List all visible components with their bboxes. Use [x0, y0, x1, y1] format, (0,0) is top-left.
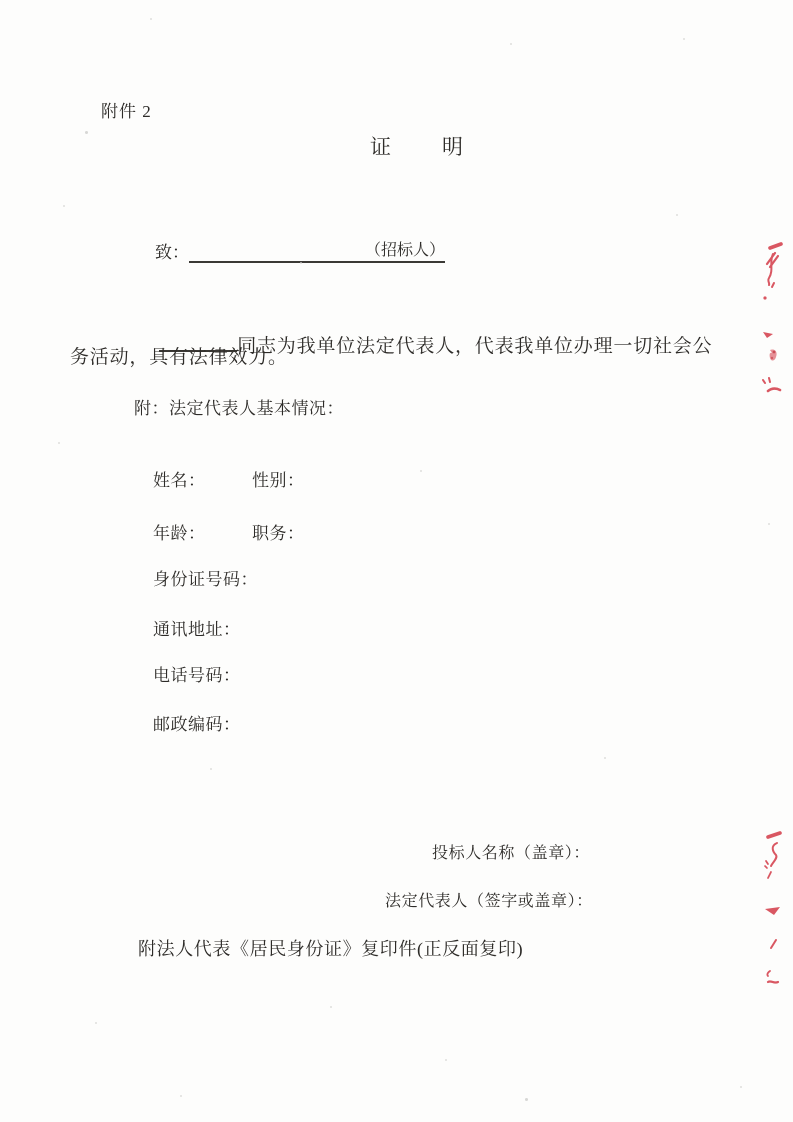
scan-speck — [95, 1022, 97, 1024]
field-label-age: 年龄： — [153, 524, 206, 543]
footer-note: 附法人代表《居民身份证》复印件(正反面复印) — [138, 939, 524, 959]
red-ink-artifact-top — [755, 240, 790, 400]
field-label-gender: 性别： — [252, 471, 305, 490]
scan-speck — [768, 523, 770, 525]
scan-speck — [300, 262, 302, 264]
scan-speck — [150, 18, 152, 20]
scan-speck — [740, 1086, 742, 1088]
scan-speck — [63, 205, 65, 207]
salutation-prefix: 致： — [155, 243, 189, 262]
legal-rep-signature-line: 法定代表人（签字或盖章）： — [385, 893, 593, 910]
scan-speck — [180, 1095, 182, 1097]
scan-speck — [525, 1098, 528, 1101]
field-label-name: 姓名： — [153, 471, 206, 490]
red-ink-artifact-bottom — [755, 828, 790, 988]
attachment-label: 附件 2 — [101, 102, 152, 121]
scan-speck — [676, 214, 678, 216]
paragraph-text-1: 同志为我单位法定代表人，代表我单位办理一切社会公 — [237, 336, 713, 357]
body-paragraph-line-2: 务活动，具有法律效力。 — [70, 347, 288, 368]
field-label-phone: 电话号码： — [153, 666, 241, 685]
scan-speck — [58, 442, 60, 444]
field-label-address: 通讯地址： — [153, 620, 241, 639]
attachment-note: 附：法定代表人基本情况： — [134, 399, 344, 418]
scan-speck — [85, 131, 88, 134]
document-title: 证 明 — [370, 135, 466, 159]
info-row-postal-code — [134, 690, 241, 755]
field-label-position: 职务： — [252, 524, 305, 543]
recipient-label: （招标人） — [364, 242, 445, 259]
scan-speck — [420, 470, 422, 472]
scan-speck — [510, 43, 512, 45]
scan-speck — [210, 768, 212, 770]
salutation-line — [138, 217, 445, 283]
salutation-underline — [189, 237, 445, 263]
scan-speck — [445, 1059, 447, 1061]
scan-speck — [604, 757, 606, 759]
field-label-postal-code: 邮政编码： — [153, 715, 241, 734]
bidder-seal-line: 投标人名称（盖章）： — [432, 845, 591, 862]
field-label-id-number: 身份证号码： — [153, 570, 258, 589]
scan-speck — [683, 38, 685, 40]
scan-speck — [330, 1006, 332, 1008]
